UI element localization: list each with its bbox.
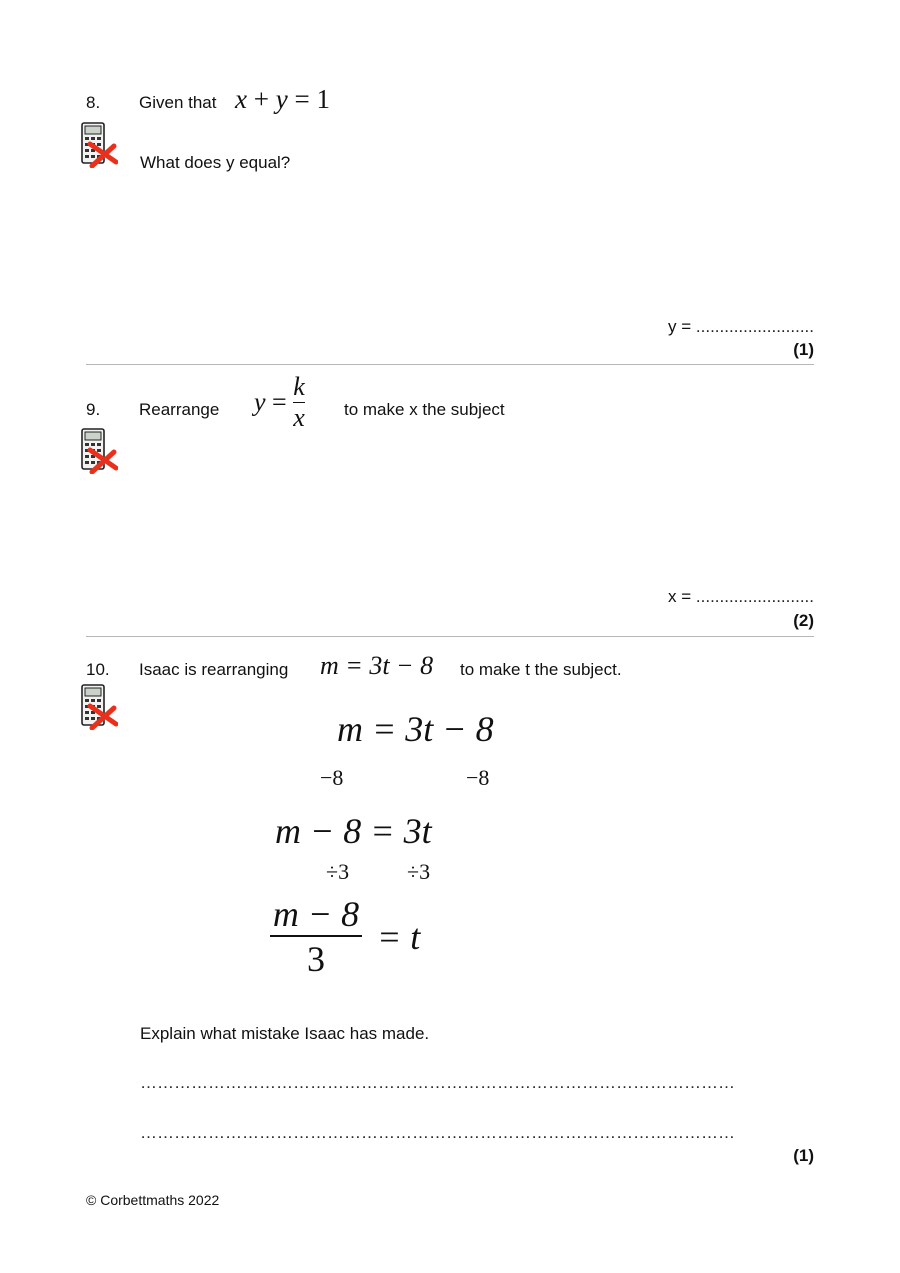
question-10-number: 10.	[86, 660, 110, 679]
question-8-answer-line[interactable]: y = .........................	[668, 317, 814, 336]
question-9-marks: (2)	[793, 611, 814, 630]
working-step-1-left: −8	[320, 765, 344, 790]
working-line-3: $\frac{m - 8}{3}$ = t	[270, 893, 420, 981]
question-8-given-label: Given that	[139, 93, 217, 112]
calculator-not-allowed-icon	[80, 684, 118, 730]
question-9-equation: y = $\frac{k}{x}$	[254, 372, 305, 432]
question-10-answer-line-1[interactable]: ……………………………………………………………………………………………	[140, 1073, 735, 1092]
question-10-answer-line-2[interactable]: ……………………………………………………………………………………………	[140, 1123, 735, 1142]
working-step-2-right: ÷3	[407, 859, 431, 884]
question-8-number: 8.	[86, 93, 101, 112]
question-10-intro: Isaac is rearranging	[139, 660, 289, 679]
question-9-instruction: to make x the subject	[344, 400, 505, 419]
working-step-1-right: −8	[466, 765, 490, 790]
copyright-footer: © Corbettmaths 2022	[86, 1192, 220, 1208]
question-8-marks: (1)	[793, 340, 814, 359]
calculator-not-allowed-icon	[80, 428, 118, 474]
question-10-prompt: Explain what mistake Isaac has made.	[140, 1024, 430, 1043]
working-step-2-left: ÷3	[326, 859, 350, 884]
working-line-2: m − 8 = 3t	[275, 811, 432, 851]
working-line-1: m = 3t − 8	[337, 709, 494, 749]
question-10-equation: m = 3t − 8	[320, 651, 434, 680]
question-9-rearrange-label: Rearrange	[139, 400, 220, 419]
question-9-number: 9.	[86, 400, 101, 419]
divider	[86, 364, 814, 365]
question-9-answer-line[interactable]: x = .........................	[668, 587, 814, 606]
question-8-equation: x + y = 1	[235, 84, 330, 114]
calculator-not-allowed-icon	[80, 122, 118, 168]
question-8-prompt: What does y equal?	[140, 153, 291, 172]
question-10-marks: (1)	[793, 1146, 814, 1165]
divider	[86, 636, 814, 637]
question-10-instruction: to make t the subject.	[460, 660, 622, 679]
